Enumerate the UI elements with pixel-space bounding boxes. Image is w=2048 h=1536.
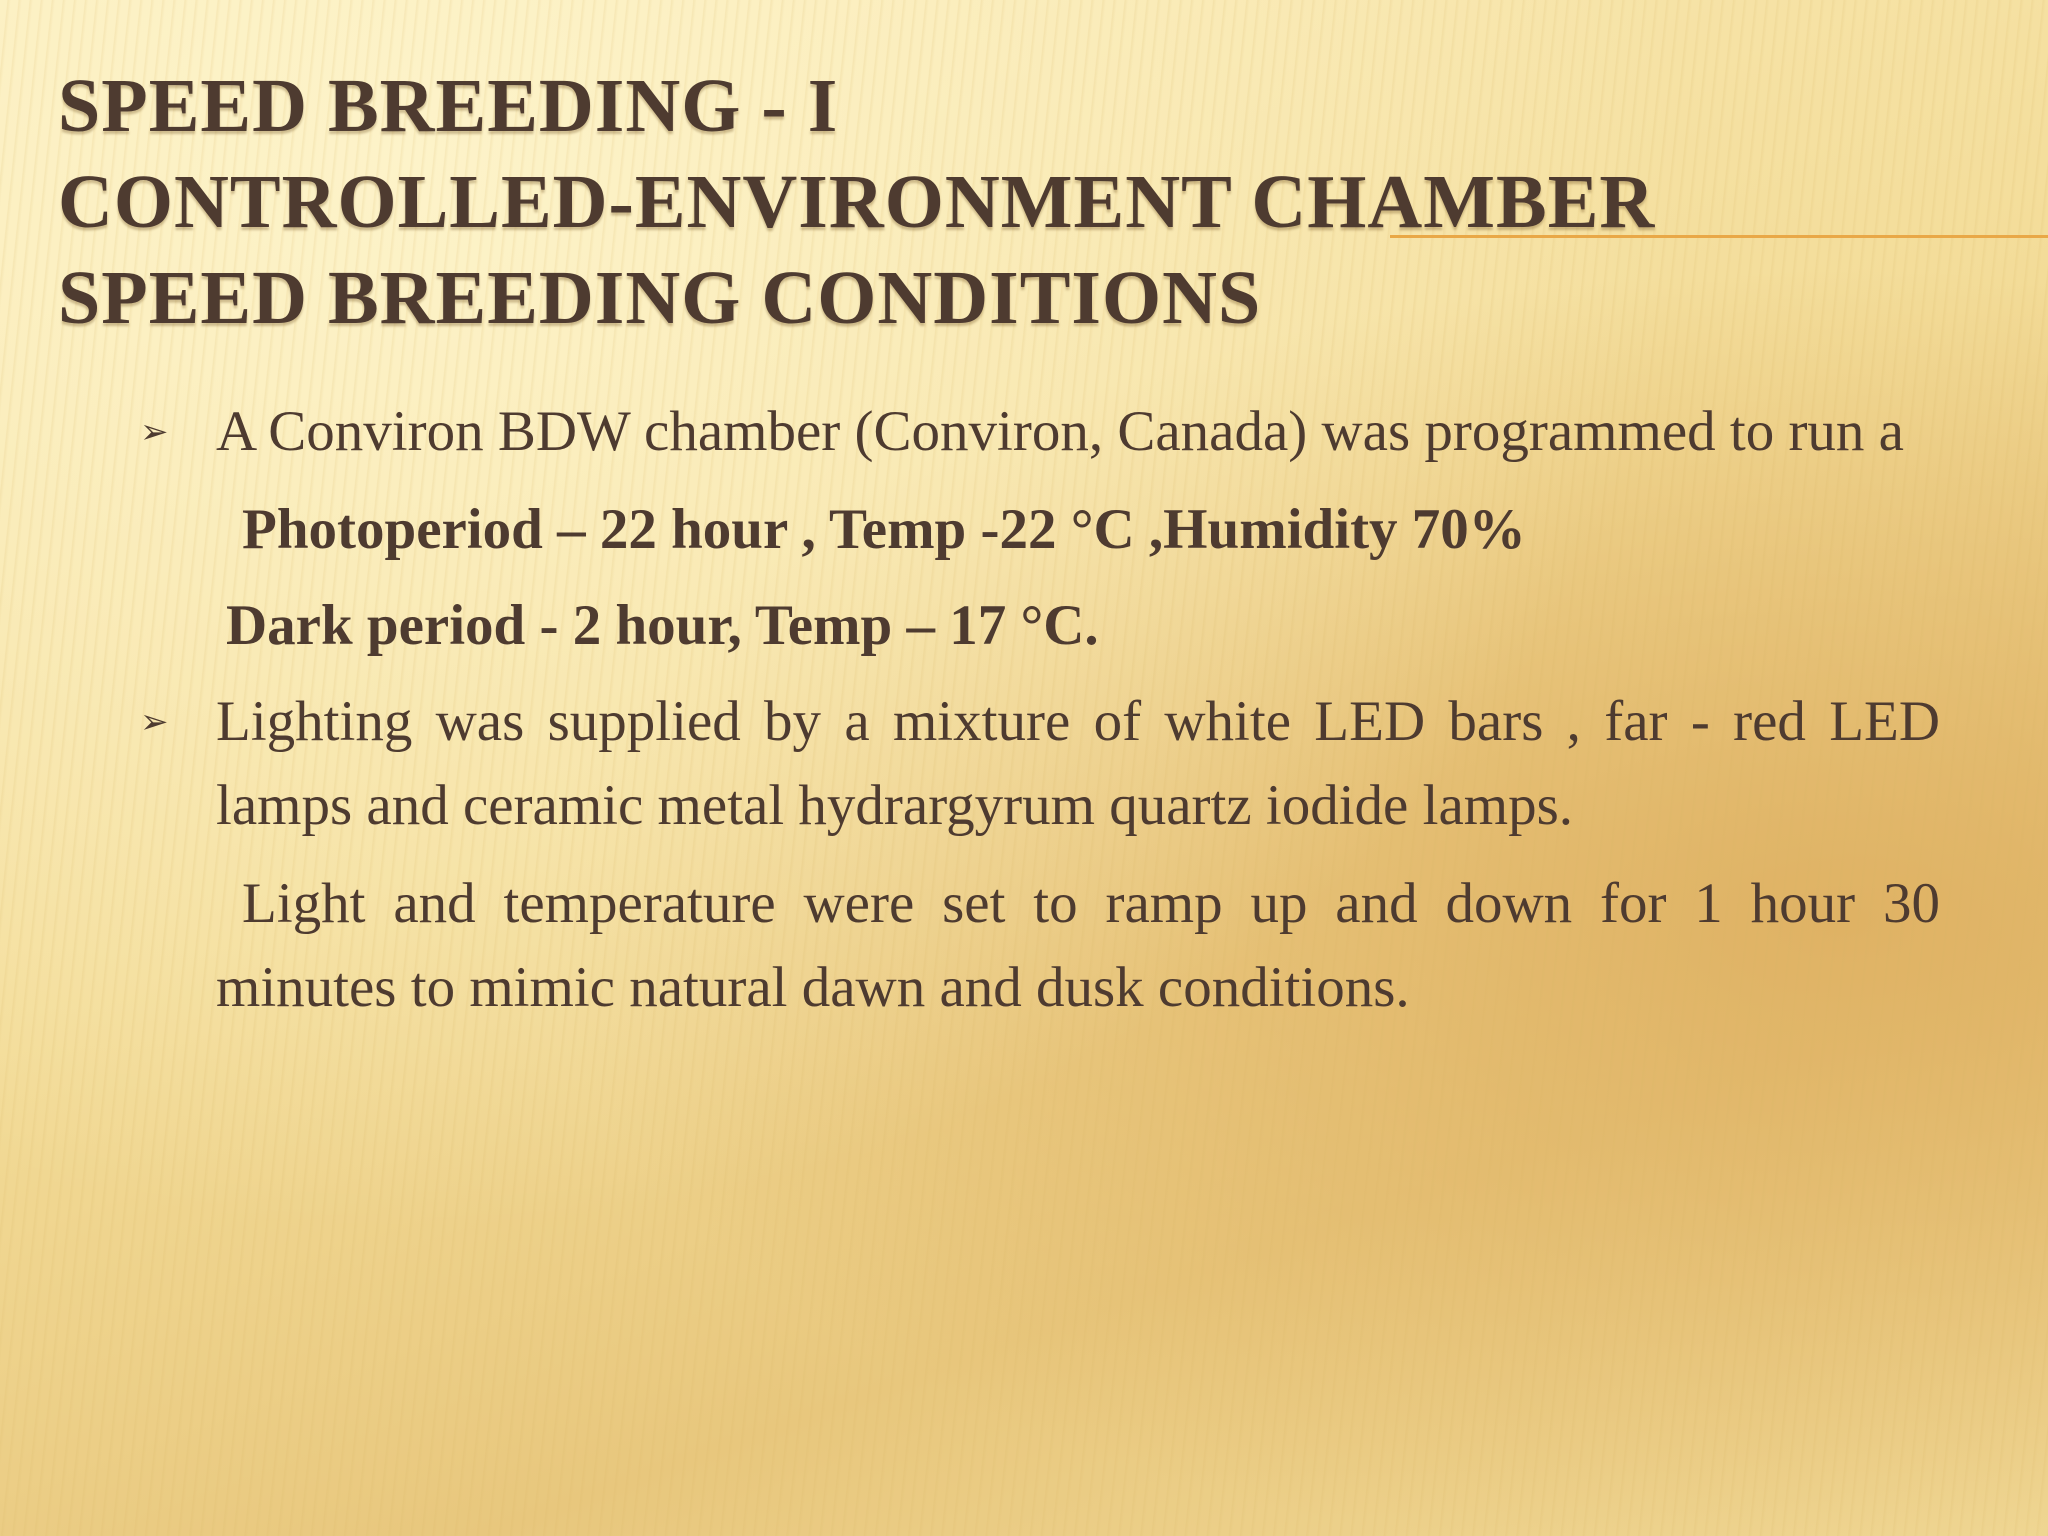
bullet-item-lighting [140,680,1940,848]
title-line-3: SPEED BREEDING CONDITIONS [58,256,1262,340]
title-line-2: CONTROLLED-ENVIRONMENT CHAMBER [58,160,1656,244]
dark-period-line: Dark period - 2 hour, Temp – 17 °C. [226,594,1099,657]
bullet-text-lighting: Lighting was supplied by a mixture of white LED bars , far - red LED lamps and ceramic metal hydrargyrum quartz iodide lamps. [216,690,1940,837]
title-line-1: SPEED BREEDING - I [58,64,839,148]
arrow-bullet-icon: ➢ [140,702,169,742]
slide-body [140,390,1940,1030]
bullet-item-chamber [140,390,1940,474]
arrow-bullet-icon: ➢ [140,412,169,452]
ramp-paragraph: Light and temperature were set to ramp up and down for 1 hour 30 minutes to mimic natural dawn and dusk conditions. [216,872,1940,1019]
bullet-text-chamber: A Conviron BDW chamber (Conviron, Canada) was programmed to run a [216,400,1904,463]
photoperiod-line: Photoperiod – 22 hour , Temp -22 °C ,Humidity 70% [242,498,1526,561]
slide-title [58,58,1958,346]
